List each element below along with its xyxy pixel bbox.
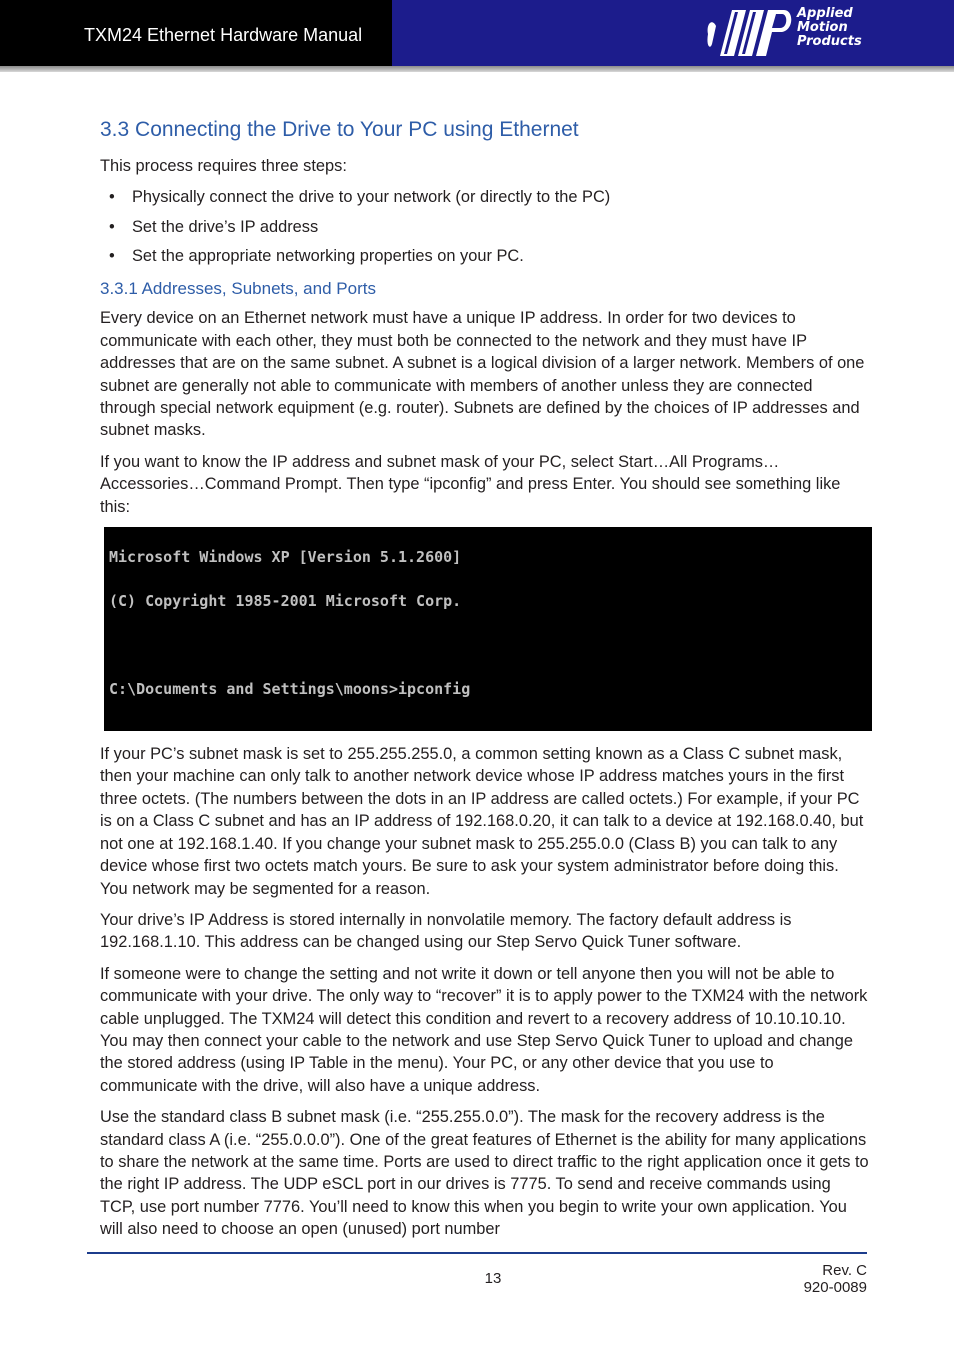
paragraph: Every device on an Ethernet network must have a unique IP address. In order for two devices to communicate with each other, they must both be connected to the network and they must have IP addresses that are on the same subnet. A subnet is a logical division of a larger network. Members of one subnet are generally not able to communicate with members of another unless they are connected through special network equipment (e.g. router). Subnets are defined by the choices of IP addresses and subnet masks. xyxy=(100,309,865,440)
applied-motion-logo xyxy=(702,4,872,62)
logo-line: Applied xyxy=(797,6,853,21)
paragraph: Your drive’s IP Address is stored internally in nonvolatile memory. The factory default address is 192.168.1.10. This address can be changed using our Step Servo Quick Tuner software. xyxy=(100,910,792,952)
list-item xyxy=(100,245,870,267)
console-line xyxy=(109,638,872,653)
bullet-icon: • xyxy=(109,188,115,207)
document-number: 920-0089 xyxy=(803,1279,867,1296)
logo-wordmark xyxy=(797,7,862,49)
paragraph: If someone were to change the setting and not write it down or tell anyone then you will not be able to communicate with your drive. The only way to “recover” it is to apply power to the TXM24 with the network cable unplugged. The TXM24 will detect this condition and revert to a recovery address of 10.10.10.10. You may then connect your cable to the network and use Step Servo Quick Tuner to upload and change the stored address (using IP Table in the menu). Your PC, or any other device that you use to communicate with the drive, will also have a unique address. xyxy=(100,964,868,1095)
console-line xyxy=(109,725,872,731)
list-item xyxy=(100,216,870,238)
command-prompt-screenshot xyxy=(104,527,872,731)
console-line: C:\Documents and Settings\moons>ipconfig xyxy=(109,679,471,698)
section-heading: 3.3 Connecting the Drive to Your PC using Ethernet xyxy=(100,118,579,141)
paragraph: If your PC’s subnet mask is set to 255.255.255.0, a common setting known as a Class C subnet mask, then your machine can only talk to another network device whose IP address matches yours in the first three octets. (The numbers between the dots in an IP address are called octets.) For example, if your PC is on a Class C subnet and has an IP address of 192.168.0.20, it can talk to a device at 192.168.0.40, but not one at 192.168.1.40. If you change your subnet mask to 255.255.0.0 (Class B) you can talk to any device whose first two octets match yours. Be sure to ask your system administrator before doing this. You network may be segmented for a reason. xyxy=(100,745,864,898)
page-header xyxy=(0,0,954,68)
subsection-heading: 3.3.1 Addresses, Subnets, and Ports xyxy=(100,279,376,299)
header-title-band xyxy=(0,0,392,68)
header-divider xyxy=(0,66,954,72)
console-line: (C) Copyright 1985-2001 Microsoft Corp. xyxy=(109,592,462,611)
logo-line: Products xyxy=(797,34,862,49)
logo-mark-icon xyxy=(702,4,794,62)
console-line: Microsoft Windows XP [Version 5.1.2600] xyxy=(109,548,462,567)
steps-list xyxy=(100,186,870,267)
paragraph: Use the standard class B subnet mask (i.e. “255.255.0.0”). The mask for the recovery address is the standard class A (i.e. “255.0.0.0”). One of the great features of Ethernet is the ability for many applications to share the network at the same time. Ports are used to direct traffic to the right application once it gets to the right IP address. The UDP eSCL port in our drives is 7775. To send and receive commands using TCP, use port number 7776. You’ll need to know this when you begin to write your own application. You will also need to choose an open (unused) port number xyxy=(100,1108,869,1239)
paragraph: If you want to know the IP address and subnet mask of your PC, select Start…All Programs…Accessories…Command Prompt. Then type “ipconfig” and press Enter. You should see something like this: xyxy=(100,452,841,516)
bullet-icon: • xyxy=(109,247,115,266)
list-item-text: Set the drive’s IP address xyxy=(132,217,319,236)
page-number: 13 xyxy=(484,1270,502,1287)
list-item-text: Set the appropriate networking properties on your PC. xyxy=(132,247,524,266)
bullet-icon: • xyxy=(109,217,115,236)
page-content xyxy=(100,114,870,1250)
manual-title: TXM24 Ethernet Hardware Manual xyxy=(84,25,363,45)
section-intro: This process requires three steps: xyxy=(100,157,347,175)
footer-doc-info xyxy=(804,1262,867,1296)
logo-line: Motion xyxy=(797,20,848,35)
list-item-text: Physically connect the drive to your network (or directly to the PC) xyxy=(132,188,611,207)
footer-divider xyxy=(87,1252,867,1254)
revision-label: Rev. C xyxy=(822,1262,867,1279)
list-item xyxy=(100,186,870,208)
